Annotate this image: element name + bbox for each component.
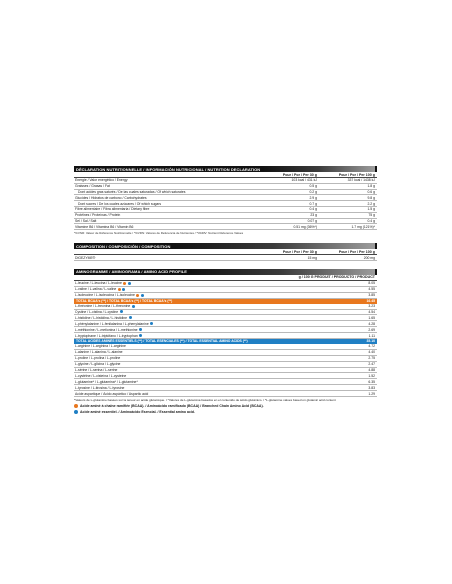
amino-group-essential: [74, 304, 377, 339]
amino-acid-label: L-méthionine / L-metionina / L-methionine: [75, 327, 138, 332]
orange-dot-icon: [74, 404, 78, 408]
nutrient-value-30g: 23 g: [310, 213, 317, 218]
blue-dot-icon: [74, 410, 78, 414]
amino-acid-value: 4.28: [368, 321, 375, 326]
amino-acid-cell: [74, 328, 335, 332]
aminogram-col-per-100g: g / 100 G PRODUIT / PRODUCTO / PRODUCT: [298, 275, 375, 280]
amino-acid-label: L-arginine / L-arginina / L-arginine: [75, 344, 126, 349]
nutrition-col-30g: Pour / Por / Per 30 g: [282, 172, 317, 177]
legend-essential-text: Acide aminé essentiel. / Aminoácido Esencial. / Essential amino acid.: [80, 409, 196, 414]
blue-dot-icon: [139, 328, 142, 331]
amino-acid-value: 4.40: [368, 350, 375, 355]
nutrient-value-100g: 1.5 g: [367, 207, 375, 212]
legend-essential: [74, 409, 377, 414]
amino-acid-value: 1.11: [368, 333, 375, 338]
amino-acid-value: 6.35: [368, 379, 375, 384]
table-row: [74, 391, 377, 397]
composition-title: COMPOSITION / COMPOSICIÓN / COMPOSITION: [76, 243, 171, 249]
amino-acid-label: L-glutamine* / L-glutamina* / L-glutamine*: [75, 379, 138, 384]
legend-bcaa: [74, 403, 377, 408]
amino-acid-cell: [74, 281, 335, 285]
amino-acid-label: L-tryptophane / L-triptófano / L-tryptophan: [75, 333, 138, 338]
nutrient-value-30g: 0.07 g: [307, 218, 317, 223]
amino-acid-label: L-sérine / L-serina / L-serine: [75, 367, 118, 372]
amino-acid-cell: [74, 356, 335, 360]
nutrient-value-100g: 337 kcal / 1438 kJ: [347, 178, 375, 183]
nutrition-title: DÉCLARATION NUTRITIONNELLE / INFORMACIÓN NUTRICIONAL / NUTRITION DECLARATION: [76, 166, 261, 172]
header-gradient: [189, 269, 375, 275]
amino-acid-label: L-tyrosine / L-tirosina / L-tyrosine: [75, 385, 125, 390]
amino-group-bcaa: [74, 281, 377, 299]
amino-acid-label: L-thréonine / L-treonina / L-threonine: [75, 304, 131, 309]
total-essential-value: 35.10: [366, 339, 375, 344]
amino-acid-value: 4.88: [368, 367, 375, 372]
blue-dot-icon: [122, 288, 125, 291]
glutamine-note: *Valeurs de L-glutamine basées sur la teneur en acide glutamique. / *Valores de L-glutamina basados en el contenido de ácido glutámico. / *L-glutamine values based on glutamic acid content: [74, 398, 336, 402]
nutrient-value-30g: 0.51 mg (36%*): [293, 224, 317, 229]
total-bcaa-label: TOTAL BCAA's (**) / TOTAL BCAA's (**) / TOTAL BCAA's (**): [76, 299, 173, 304]
amino-acid-cell: [74, 344, 335, 348]
nutrient-value-100g: 2.2 g: [367, 201, 375, 206]
amino-acid-value: 3.83: [368, 385, 375, 390]
nutrient-value-30g: 2.9 g: [309, 195, 317, 200]
amino-acid-label: L-isoleucine / L-isoleucina / L-isoleucine: [75, 293, 135, 298]
amino-acid-value: 1.52: [368, 373, 375, 378]
amino-acid-cell: [74, 362, 335, 366]
nutrition-table: [74, 178, 377, 230]
nutrition-section-header: [74, 166, 377, 172]
nutrient-value-100g: 9.8 g: [367, 195, 375, 200]
amino-acid-value: 4.55: [368, 287, 375, 292]
amino-acid-cell: [74, 304, 335, 308]
aminogram-title: AMINOGRAMME / AMINOGRAMA / AMINO ACID PROFILE: [76, 269, 187, 275]
amino-acid-cell: [74, 316, 335, 320]
nutrient-value-30g: 103 kcal / 431 kJ: [291, 178, 317, 183]
amino-acid-value: 3.23: [368, 304, 375, 309]
nutrient-label: Sel / Sal / Salt: [75, 218, 97, 223]
total-bcaa-value: 16.45: [366, 299, 375, 304]
amino-acid-cell: [74, 334, 335, 338]
nutrient-value-30g: 0.5 g: [309, 184, 317, 189]
amino-acid-cell: [74, 380, 335, 384]
amino-acid-value: 8.05: [368, 281, 375, 286]
amino-acid-label: L-histidine / L-histidina / L-histidine: [75, 315, 128, 320]
nutrient-label: Énergie / Valor energético / Energy: [75, 178, 128, 183]
composition-col-100g: Pour / Por / Per 100 g: [338, 249, 375, 254]
amino-acid-label: Acide aspartique / Ácido aspártico / Aspartic acid: [75, 391, 149, 396]
nutrient-label: Dont sucres / De los cuales azúcares / Of which sugars: [78, 201, 162, 206]
nutrient-label: Dont acides gras saturés / De las cuales saturadas / Of which saturates: [78, 189, 186, 194]
nutrient-value-100g: 1.8 g: [367, 184, 375, 189]
amino-acid-cell: [74, 293, 335, 297]
nutrient-label: Fibre alimentaire / Fibra alimentaria / Dietary fibre: [75, 207, 150, 212]
nutrient-label: Vitamine B6 / Vitamina B6 / Vitamin B6: [75, 224, 134, 229]
amino-acid-cell: [74, 322, 335, 326]
composition-col-30g: Pour / Por / Per 30 g: [282, 249, 317, 254]
header-gradient: [172, 243, 375, 249]
amino-acid-cell: [74, 392, 335, 396]
amino-acid-label: L-leucine / L-leucina / L-leucine: [75, 281, 122, 286]
amino-acid-value: 2.75: [368, 356, 375, 361]
total-bcaa-band: [74, 299, 377, 304]
nutrition-footnote: *%VNR: Valeur de Référence Nutritionnelle / *%VRN: Valores de Referencia de Nutrientes / *%NRV: Nutrient Reference Values: [74, 231, 244, 236]
blue-dot-icon: [132, 305, 135, 308]
blue-dot-icon: [139, 334, 142, 337]
ingredient-value-100g: 200 mg: [363, 255, 375, 260]
amino-acid-label: L-phénylalanine / L-fenilalanina / L-phenylalanine: [75, 321, 149, 326]
amino-acid-cell: [74, 350, 335, 354]
header-gradient: [262, 166, 375, 172]
amino-acid-value: 2.69: [368, 327, 375, 332]
amino-acid-label: Cystine / L-cistina / L-cystine: [75, 309, 119, 314]
amino-acid-label: L-proline / L-prolina / L-proline: [75, 356, 121, 361]
composition-section-header: [74, 243, 377, 249]
nutrient-value-30g: 0.4 g: [309, 207, 317, 212]
blue-dot-icon: [141, 294, 144, 297]
amino-acid-value: 4.54: [368, 309, 375, 314]
nutrient-value-100g: 1.7 mg (121%)*: [351, 224, 375, 229]
table-row: [74, 224, 377, 230]
amino-acid-cell: [74, 310, 335, 314]
amino-acid-cell: [74, 287, 335, 291]
nutrient-value-30g: 0.7 g: [309, 201, 317, 206]
nutrition-col-100g: Pour / Por / Per 100 g: [338, 172, 375, 177]
nutrient-value-100g: 0.6 g: [367, 189, 375, 194]
blue-dot-icon: [128, 282, 131, 285]
amino-group-other: [74, 344, 377, 397]
nutrient-label: Glucides / Hidratos de carbono / Carbohydrates: [75, 195, 147, 200]
amino-acid-cell: [74, 374, 335, 378]
nutrient-value-30g: 0.2 g: [309, 189, 317, 194]
amino-acid-value: 1.65: [368, 315, 375, 320]
amino-acid-value: 1.29: [368, 391, 375, 396]
amino-acid-label: L-alanine / L-alanina / L-alanine: [75, 350, 123, 355]
orange-dot-icon: [118, 288, 121, 291]
nutrient-value-100g: 0.4 g: [367, 218, 375, 223]
amino-acid-cell: [74, 368, 335, 372]
label-panel: [74, 166, 377, 414]
nutrient-label: Graisses / Grasas / Fat: [75, 184, 110, 189]
blue-dot-icon: [129, 316, 132, 319]
nutrient-label: Protéines / Proteínas / Protein: [75, 213, 121, 218]
amino-acid-value: 4.72: [368, 344, 375, 349]
nutrient-value-100g: 75 g: [368, 213, 375, 218]
amino-acid-label: L-valine / L-valina / L-valine: [75, 287, 117, 292]
blue-dot-icon: [150, 322, 153, 325]
amino-acid-value: 2.47: [368, 362, 375, 367]
orange-dot-icon: [123, 282, 126, 285]
ingredient-value-30g: 15 mg: [307, 255, 317, 260]
amino-acid-value: 3.85: [368, 293, 375, 298]
amino-acid-cell: [74, 386, 335, 390]
total-essential-band: [74, 339, 377, 344]
blue-dot-icon: [120, 310, 123, 313]
aminogram-section-header: [74, 269, 377, 275]
amino-acid-label: L-glycine / L-glicina / L-glycine: [75, 362, 121, 367]
ingredient-label: DIGEZYME®: [75, 255, 96, 260]
total-essential-label: TOTAL ACIDES AMINÉS ESSENTIELS (**) / TOTAL ESENCIALES (**) / TOTAL ESSENTIAL AMINO ACIDS (**): [76, 339, 248, 344]
amino-acid-label: L-cystéine / L-cisteína / L-cysteine: [75, 373, 127, 378]
orange-dot-icon: [136, 294, 139, 297]
legend-bcaa-text: Acide aminé à chaîne ramifiée (BCAA). / Aminoácido ramificado (BCAA) / Branched Chain Amino Acid (BCAA).: [80, 403, 264, 408]
